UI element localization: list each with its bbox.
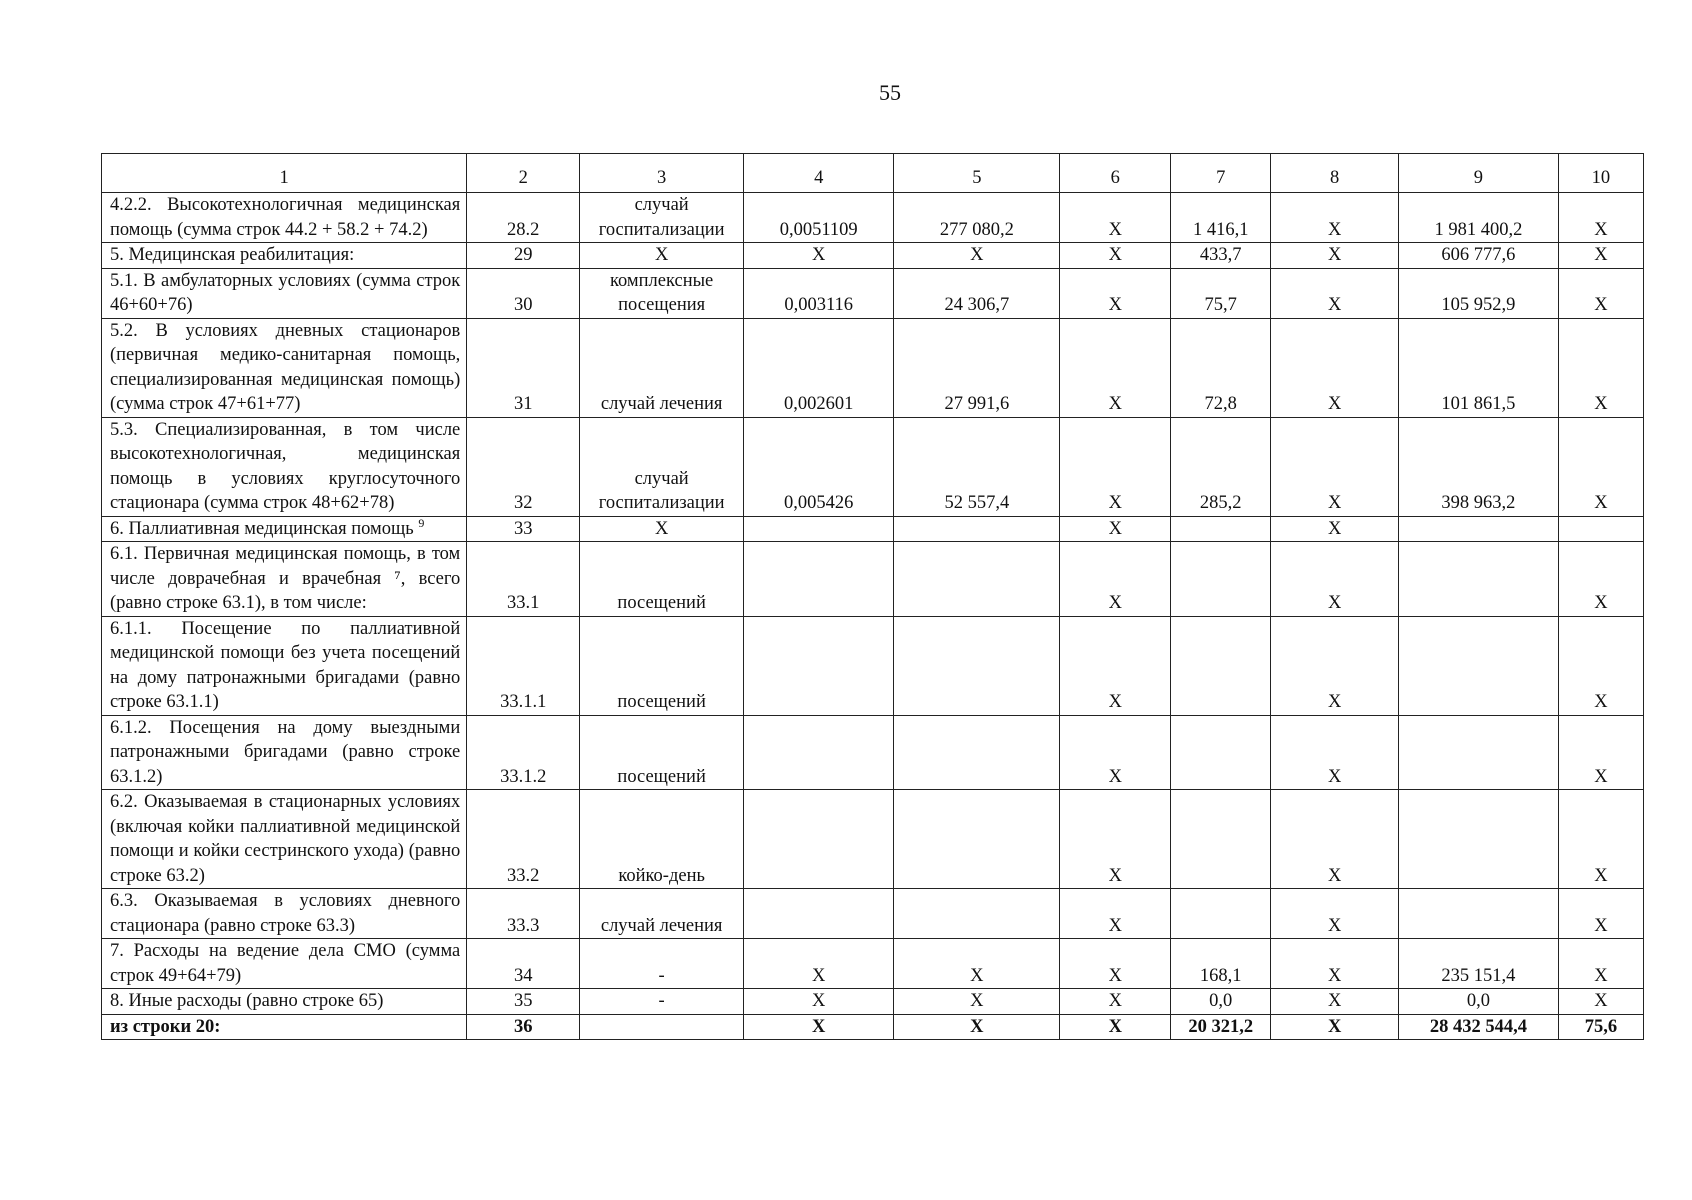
row-name: 6.1.1. Посещение по паллиативной медицинской помощи без учета посещений на дому патронажными бригадами (равно строке 63.1.1) [110, 618, 461, 712]
cell-c5 [894, 516, 1060, 542]
table-row [102, 516, 1644, 542]
cell-c6: Х [1060, 318, 1171, 417]
cell-c4: Х [744, 989, 894, 1015]
cell-c4: 0,0051109 [744, 193, 894, 243]
cell-c4: Х [744, 243, 894, 269]
table-row [102, 889, 1644, 939]
table-row [102, 616, 1644, 715]
cell-c7: 0,0 [1171, 989, 1271, 1015]
cell-c5: Х [894, 1014, 1060, 1040]
table-row [102, 243, 1644, 269]
cell-c3: посещений [580, 715, 744, 790]
row-name: 4.2.2. Высокотехнологичная медицинская помощь (сумма строк 44.2 + 58.2 + 74.2) [110, 195, 461, 240]
cell-c6: Х [1060, 1014, 1171, 1040]
row-name: из строки 20: [110, 1016, 221, 1037]
cell-c4: 0,003116 [744, 268, 894, 318]
cell-c2: 33.1.1 [467, 616, 580, 715]
row-name: 6.2. Оказываемая в стационарных условиях (включая койки паллиативной медицинской помощи и койки сестринского ухода) (равно строке 63.2) [110, 792, 461, 886]
cell-c9: 105 952,9 [1399, 268, 1559, 318]
cell-c5: 52 557,4 [894, 417, 1060, 516]
cell-c7 [1171, 889, 1271, 939]
cell-c7: 433,7 [1171, 243, 1271, 269]
cell-c10: Х [1558, 790, 1643, 889]
header-cell: 8 [1271, 154, 1399, 193]
cell-c6: Х [1060, 790, 1171, 889]
table-body [102, 154, 1644, 1040]
cell-c2: 33 [467, 516, 580, 542]
cell-c4 [744, 616, 894, 715]
cell-c9 [1399, 889, 1559, 939]
row-name: 5.3. Специализированная, в том числе высокотехнологичная, медицинская помощь в условиях круглосуточного стационара (сумма строк 48+62+78) [110, 419, 461, 513]
cell-c5: 24 306,7 [894, 268, 1060, 318]
cell-c6: Х [1060, 193, 1171, 243]
table-row [102, 939, 1644, 989]
cell-c7 [1171, 516, 1271, 542]
cell-c8: Х [1271, 268, 1399, 318]
header-cell: 9 [1399, 154, 1559, 193]
cell-c2: 34 [467, 939, 580, 989]
cell-c10: Х [1558, 889, 1643, 939]
cell-c5: 277 080,2 [894, 193, 1060, 243]
cell-c7 [1171, 790, 1271, 889]
cell-c7: 72,8 [1171, 318, 1271, 417]
table-row [102, 542, 1644, 617]
table-row [102, 989, 1644, 1015]
header-cell: 7 [1171, 154, 1271, 193]
row-name-cell [102, 889, 467, 939]
cell-c9 [1399, 790, 1559, 889]
row-name-cell [102, 616, 467, 715]
cell-c4: Х [744, 1014, 894, 1040]
header-cell: 2 [467, 154, 580, 193]
cell-c4 [744, 715, 894, 790]
cell-c6: Х [1060, 989, 1171, 1015]
cell-c5 [894, 616, 1060, 715]
header-cell: 3 [580, 154, 744, 193]
cell-c4: 0,005426 [744, 417, 894, 516]
cell-c8: Х [1271, 542, 1399, 617]
header-cell: 5 [894, 154, 1060, 193]
cell-c8: Х [1271, 715, 1399, 790]
cell-c10: Х [1558, 193, 1643, 243]
row-name: 6.1. Первичная медицинская помощь, в том числе доврачебная и врачебная ⁷, всего (равно строке 63.1), в том числе: [110, 544, 461, 613]
cell-c7 [1171, 616, 1271, 715]
cell-c9: 101 861,5 [1399, 318, 1559, 417]
table-row [102, 790, 1644, 889]
cell-c2: 36 [467, 1014, 580, 1040]
cell-c2: 33.1 [467, 542, 580, 617]
cell-c6: Х [1060, 889, 1171, 939]
cell-c10: Х [1558, 616, 1643, 715]
cell-c8: Х [1271, 318, 1399, 417]
cell-c8: Х [1271, 790, 1399, 889]
total-row [102, 1014, 1644, 1040]
cell-c10: Х [1558, 939, 1643, 989]
cell-c6: Х [1060, 542, 1171, 617]
cell-c8: Х [1271, 889, 1399, 939]
row-name-cell [102, 989, 467, 1015]
cell-c4: Х [744, 939, 894, 989]
cell-c7: 20 321,2 [1171, 1014, 1271, 1040]
cell-c3: посещений [580, 542, 744, 617]
cell-c10: Х [1558, 989, 1643, 1015]
cell-c8: Х [1271, 939, 1399, 989]
cell-c6: Х [1060, 715, 1171, 790]
cell-c3: случай госпитализации [580, 193, 744, 243]
cell-c10: Х [1558, 268, 1643, 318]
cell-c2: 33.2 [467, 790, 580, 889]
header-cell: 6 [1060, 154, 1171, 193]
row-name: 6.3. Оказываемая в условиях дневного стационара (равно строке 63.3) [110, 891, 461, 936]
data-table [101, 153, 1644, 1040]
row-name: 6. Паллиативная медицинская помощь [110, 518, 414, 539]
cell-c3: посещений [580, 616, 744, 715]
cell-c8: Х [1271, 616, 1399, 715]
cell-c6: Х [1060, 417, 1171, 516]
cell-c7: 75,7 [1171, 268, 1271, 318]
cell-c9 [1399, 516, 1559, 542]
row-name: 5.2. В условиях дневных стационаров (первичная медико-санитарная помощь, специализированная медицинская помощь) (сумма строк 47+61+77) [110, 320, 461, 414]
cell-c9: 606 777,6 [1399, 243, 1559, 269]
cell-c3: - [580, 939, 744, 989]
cell-c7 [1171, 715, 1271, 790]
cell-c4 [744, 790, 894, 889]
row-name-cell [102, 1014, 467, 1040]
cell-c10 [1558, 516, 1643, 542]
cell-c10: Х [1558, 542, 1643, 617]
cell-c4 [744, 542, 894, 617]
header-cell: 4 [744, 154, 894, 193]
row-name: 5.1. В амбулаторных условиях (сумма строк 46+60+76) [110, 270, 461, 315]
cell-c7: 285,2 [1171, 417, 1271, 516]
cell-c2: 33.1.2 [467, 715, 580, 790]
cell-c5 [894, 790, 1060, 889]
cell-c3: случай госпитализации [580, 417, 744, 516]
row-name-cell [102, 318, 467, 417]
cell-c5: Х [894, 243, 1060, 269]
row-name-cell [102, 939, 467, 989]
cell-c3: койко-день [580, 790, 744, 889]
cell-c8: Х [1271, 243, 1399, 269]
cell-c10: 75,6 [1558, 1014, 1643, 1040]
row-name-cell [102, 715, 467, 790]
cell-c5: 27 991,6 [894, 318, 1060, 417]
cell-c9 [1399, 715, 1559, 790]
row-name-cell [102, 790, 467, 889]
table-row [102, 318, 1644, 417]
table-row [102, 417, 1644, 516]
cell-c6: Х [1060, 243, 1171, 269]
cell-c9: 1 981 400,2 [1399, 193, 1559, 243]
cell-c5: Х [894, 989, 1060, 1015]
cell-c9 [1399, 616, 1559, 715]
cell-c5: Х [894, 939, 1060, 989]
row-name: 7. Расходы на ведение дела СМО (сумма строк 49+64+79) [110, 941, 461, 986]
row-name-cell [102, 542, 467, 617]
cell-c2: 28.2 [467, 193, 580, 243]
cell-c8: Х [1271, 1014, 1399, 1040]
row-name: 8. Иные расходы (равно строке 65) [110, 991, 384, 1011]
row-name-cell [102, 417, 467, 516]
cell-c4 [744, 889, 894, 939]
footnote-marker: 9 [418, 515, 425, 530]
cell-c7: 168,1 [1171, 939, 1271, 989]
cell-c2: 32 [467, 417, 580, 516]
cell-c4 [744, 516, 894, 542]
cell-c3: комплексные посещения [580, 268, 744, 318]
cell-c9 [1399, 542, 1559, 617]
cell-c6: Х [1060, 516, 1171, 542]
row-name-cell [102, 516, 467, 542]
table-row [102, 715, 1644, 790]
cell-c7 [1171, 542, 1271, 617]
cell-c9: 28 432 544,4 [1399, 1014, 1559, 1040]
row-name-cell [102, 268, 467, 318]
cell-c5 [894, 889, 1060, 939]
cell-c8: Х [1271, 516, 1399, 542]
table-row [102, 193, 1644, 243]
cell-c8: Х [1271, 417, 1399, 516]
cell-c3: Х [580, 243, 744, 269]
cell-c9: 398 963,2 [1399, 417, 1559, 516]
cell-c2: 29 [467, 243, 580, 269]
cell-c8: Х [1271, 193, 1399, 243]
cell-c7: 1 416,1 [1171, 193, 1271, 243]
cell-c10: Х [1558, 715, 1643, 790]
table-row [102, 268, 1644, 318]
row-name-cell [102, 193, 467, 243]
cell-c5 [894, 542, 1060, 617]
page-number: 55 [879, 80, 901, 105]
cell-c5 [894, 715, 1060, 790]
cell-c3: случай лечения [580, 318, 744, 417]
cell-c2: 30 [467, 268, 580, 318]
header-row [102, 154, 1644, 193]
cell-c4: 0,002601 [744, 318, 894, 417]
cell-c8: Х [1271, 989, 1399, 1015]
cell-c9: 235 151,4 [1399, 939, 1559, 989]
row-name-cell [102, 243, 467, 269]
cell-c2: 31 [467, 318, 580, 417]
row-name: 5. Медицинская реабилитация: [110, 245, 355, 265]
cell-c3: - [580, 989, 744, 1015]
cell-c2: 33.3 [467, 889, 580, 939]
row-name: 6.1.2. Посещения на дому выездными патронажными бригадами (равно строке 63.1.2) [110, 717, 461, 787]
cell-c6: Х [1060, 268, 1171, 318]
cell-c10: Х [1558, 417, 1643, 516]
cell-c3 [580, 1014, 744, 1040]
cell-c10: Х [1558, 243, 1643, 269]
cell-c2: 35 [467, 989, 580, 1015]
cell-c6: Х [1060, 939, 1171, 989]
cell-c9: 0,0 [1399, 989, 1559, 1015]
header-cell: 1 [102, 154, 467, 193]
cell-c6: Х [1060, 616, 1171, 715]
cell-c10: Х [1558, 318, 1643, 417]
cell-c3: случай лечения [580, 889, 744, 939]
header-cell: 10 [1558, 154, 1643, 193]
cell-c3: Х [580, 516, 744, 542]
